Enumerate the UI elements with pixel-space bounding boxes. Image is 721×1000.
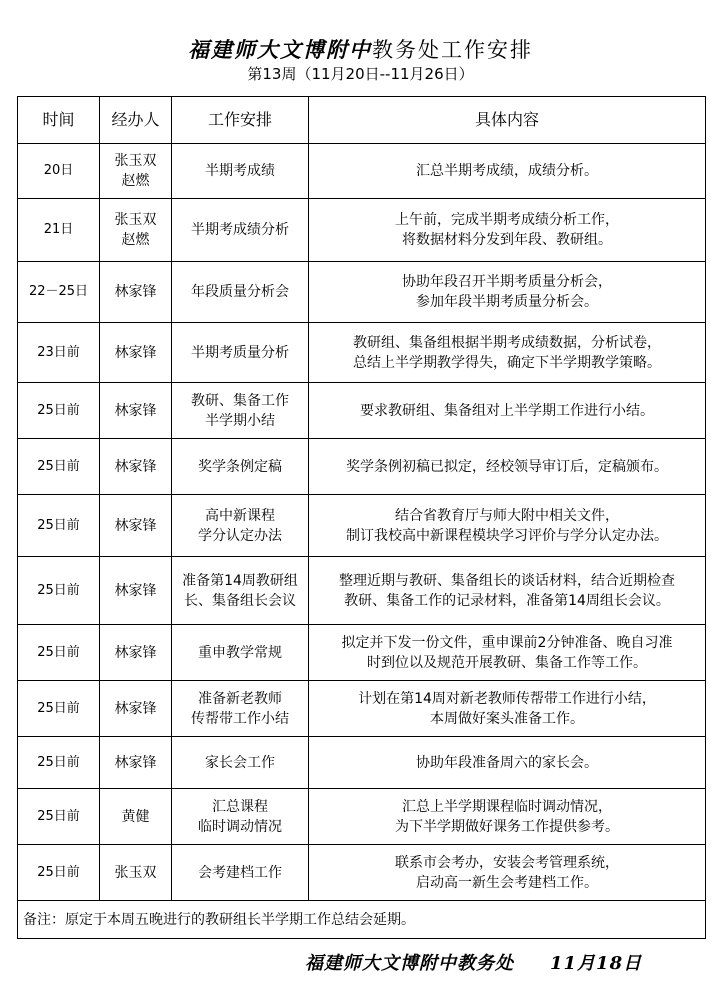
cell-task: 家长会工作 <box>172 737 309 789</box>
column-header-content: 具体内容 <box>309 97 706 144</box>
cell-content: 奖学条例初稿已拟定，经校领导审订后，定稿颁布。 <box>309 439 706 495</box>
table-row <box>18 557 706 625</box>
cell-time: 25日前 <box>18 383 100 439</box>
table-row <box>18 737 706 789</box>
cell-person: 林家锋 <box>100 681 172 737</box>
cell-content: 协助年段召开半期考质量分析会， 参加年段半期考质量分析会。 <box>309 262 706 323</box>
cell-time: 25日前 <box>18 557 100 625</box>
table-body <box>18 144 706 901</box>
cell-task: 教研、集备工作 半学期小结 <box>172 383 309 439</box>
table-row <box>18 681 706 737</box>
cell-task: 半期考成绩分析 <box>172 199 309 262</box>
cell-task: 半期考成绩 <box>172 144 309 199</box>
cell-task: 年段质量分析会 <box>172 262 309 323</box>
title-rest: 教务处工作安排 <box>372 38 533 62</box>
cell-time: 25日前 <box>18 845 100 901</box>
schedule-table <box>17 96 706 939</box>
cell-time: 25日前 <box>18 681 100 737</box>
column-header-person: 经办人 <box>100 97 172 144</box>
cell-content: 拟定并下发一份文件，重申课前2分钟准备、晚自习准 时到位以及规范开展教研、集备工作等工作。 <box>309 625 706 681</box>
cell-task: 会考建档工作 <box>172 845 309 901</box>
cell-content: 教研组、集备组根据半期考成绩数据，分析试卷， 总结上半学期教学得失，确定下半学期教学策略。 <box>309 323 706 383</box>
cell-person: 林家锋 <box>100 383 172 439</box>
table-row <box>18 789 706 845</box>
cell-content: 汇总上半学期课程临时调动情况， 为下半学期做好课务工作提供参考。 <box>309 789 706 845</box>
cell-person: 林家锋 <box>100 439 172 495</box>
cell-person: 林家锋 <box>100 557 172 625</box>
cell-task: 汇总课程 临时调动情况 <box>172 789 309 845</box>
cell-content: 整理近期与教研、集备组长的谈话材料，结合近期检查 教研、集备工作的记录材料，准备第14周组长会议。 <box>309 557 706 625</box>
cell-time: 20日 <box>18 144 100 199</box>
column-header-task: 工作安排 <box>172 97 309 144</box>
table-header-row <box>18 97 706 144</box>
cell-time: 25日前 <box>18 625 100 681</box>
page-subtitle: 第13周（11月20日--11月26日） <box>247 65 474 83</box>
cell-task: 准备第14周教研组 长、集备组长会议 <box>172 557 309 625</box>
cell-time: 25日前 <box>18 439 100 495</box>
cell-person: 林家锋 <box>100 737 172 789</box>
cell-time: 22－25日 <box>18 262 100 323</box>
table-row <box>18 199 706 262</box>
cell-person: 林家锋 <box>100 262 172 323</box>
cell-time: 25日前 <box>18 495 100 557</box>
cell-time: 21日 <box>18 199 100 262</box>
table-row <box>18 262 706 323</box>
cell-person: 林家锋 <box>100 495 172 557</box>
cell-task: 奖学条例定稿 <box>172 439 309 495</box>
cell-content: 要求教研组、集备组对上半学期工作进行小结。 <box>309 383 706 439</box>
page-title <box>0 34 721 64</box>
signature-line <box>305 949 642 975</box>
table-row <box>18 625 706 681</box>
cell-time: 23日前 <box>18 323 100 383</box>
table-row <box>18 439 706 495</box>
signature-office: 福建师大文博附中教务处 <box>305 953 514 974</box>
note-row <box>18 901 706 939</box>
cell-task: 半期考质量分析 <box>172 323 309 383</box>
cell-content: 计划在第14周对新老教师传帮带工作进行小结， 本周做好案头准备工作。 <box>309 681 706 737</box>
cell-content: 联系市会考办，安装会考管理系统， 启动高一新生会考建档工作。 <box>309 845 706 901</box>
cell-person: 张玉双 赵燃 <box>100 144 172 199</box>
table-note: 备注：原定于本周五晚进行的教研组长半学期工作总结会延期。 <box>18 901 706 939</box>
column-header-time: 时间 <box>18 97 100 144</box>
cell-person: 张玉双 <box>100 845 172 901</box>
cell-content: 汇总半期考成绩，成绩分析。 <box>309 144 706 199</box>
cell-task: 高中新课程 学分认定办法 <box>172 495 309 557</box>
cell-time: 25日前 <box>18 737 100 789</box>
title-school: 福建师大文博附中 <box>188 37 372 62</box>
cell-content: 协助年段准备周六的家长会。 <box>309 737 706 789</box>
table-row <box>18 323 706 383</box>
cell-task: 准备新老教师 传帮带工作小结 <box>172 681 309 737</box>
table-row <box>18 845 706 901</box>
cell-person: 张玉双 赵燃 <box>100 199 172 262</box>
cell-content: 上午前，完成半期考成绩分析工作， 将数据材料分发到年段、教研组。 <box>309 199 706 262</box>
cell-time: 25日前 <box>18 789 100 845</box>
cell-person: 黄健 <box>100 789 172 845</box>
cell-content: 结合省教育厅与师大附中相关文件， 制订我校高中新课程模块学习评价与学分认定办法。 <box>309 495 706 557</box>
table-row <box>18 383 706 439</box>
table-row <box>18 495 706 557</box>
cell-person: 林家锋 <box>100 625 172 681</box>
cell-task: 重申教学常规 <box>172 625 309 681</box>
table-row <box>18 144 706 199</box>
cell-person: 林家锋 <box>100 323 172 383</box>
signature-date: 11月18日 <box>550 953 643 974</box>
